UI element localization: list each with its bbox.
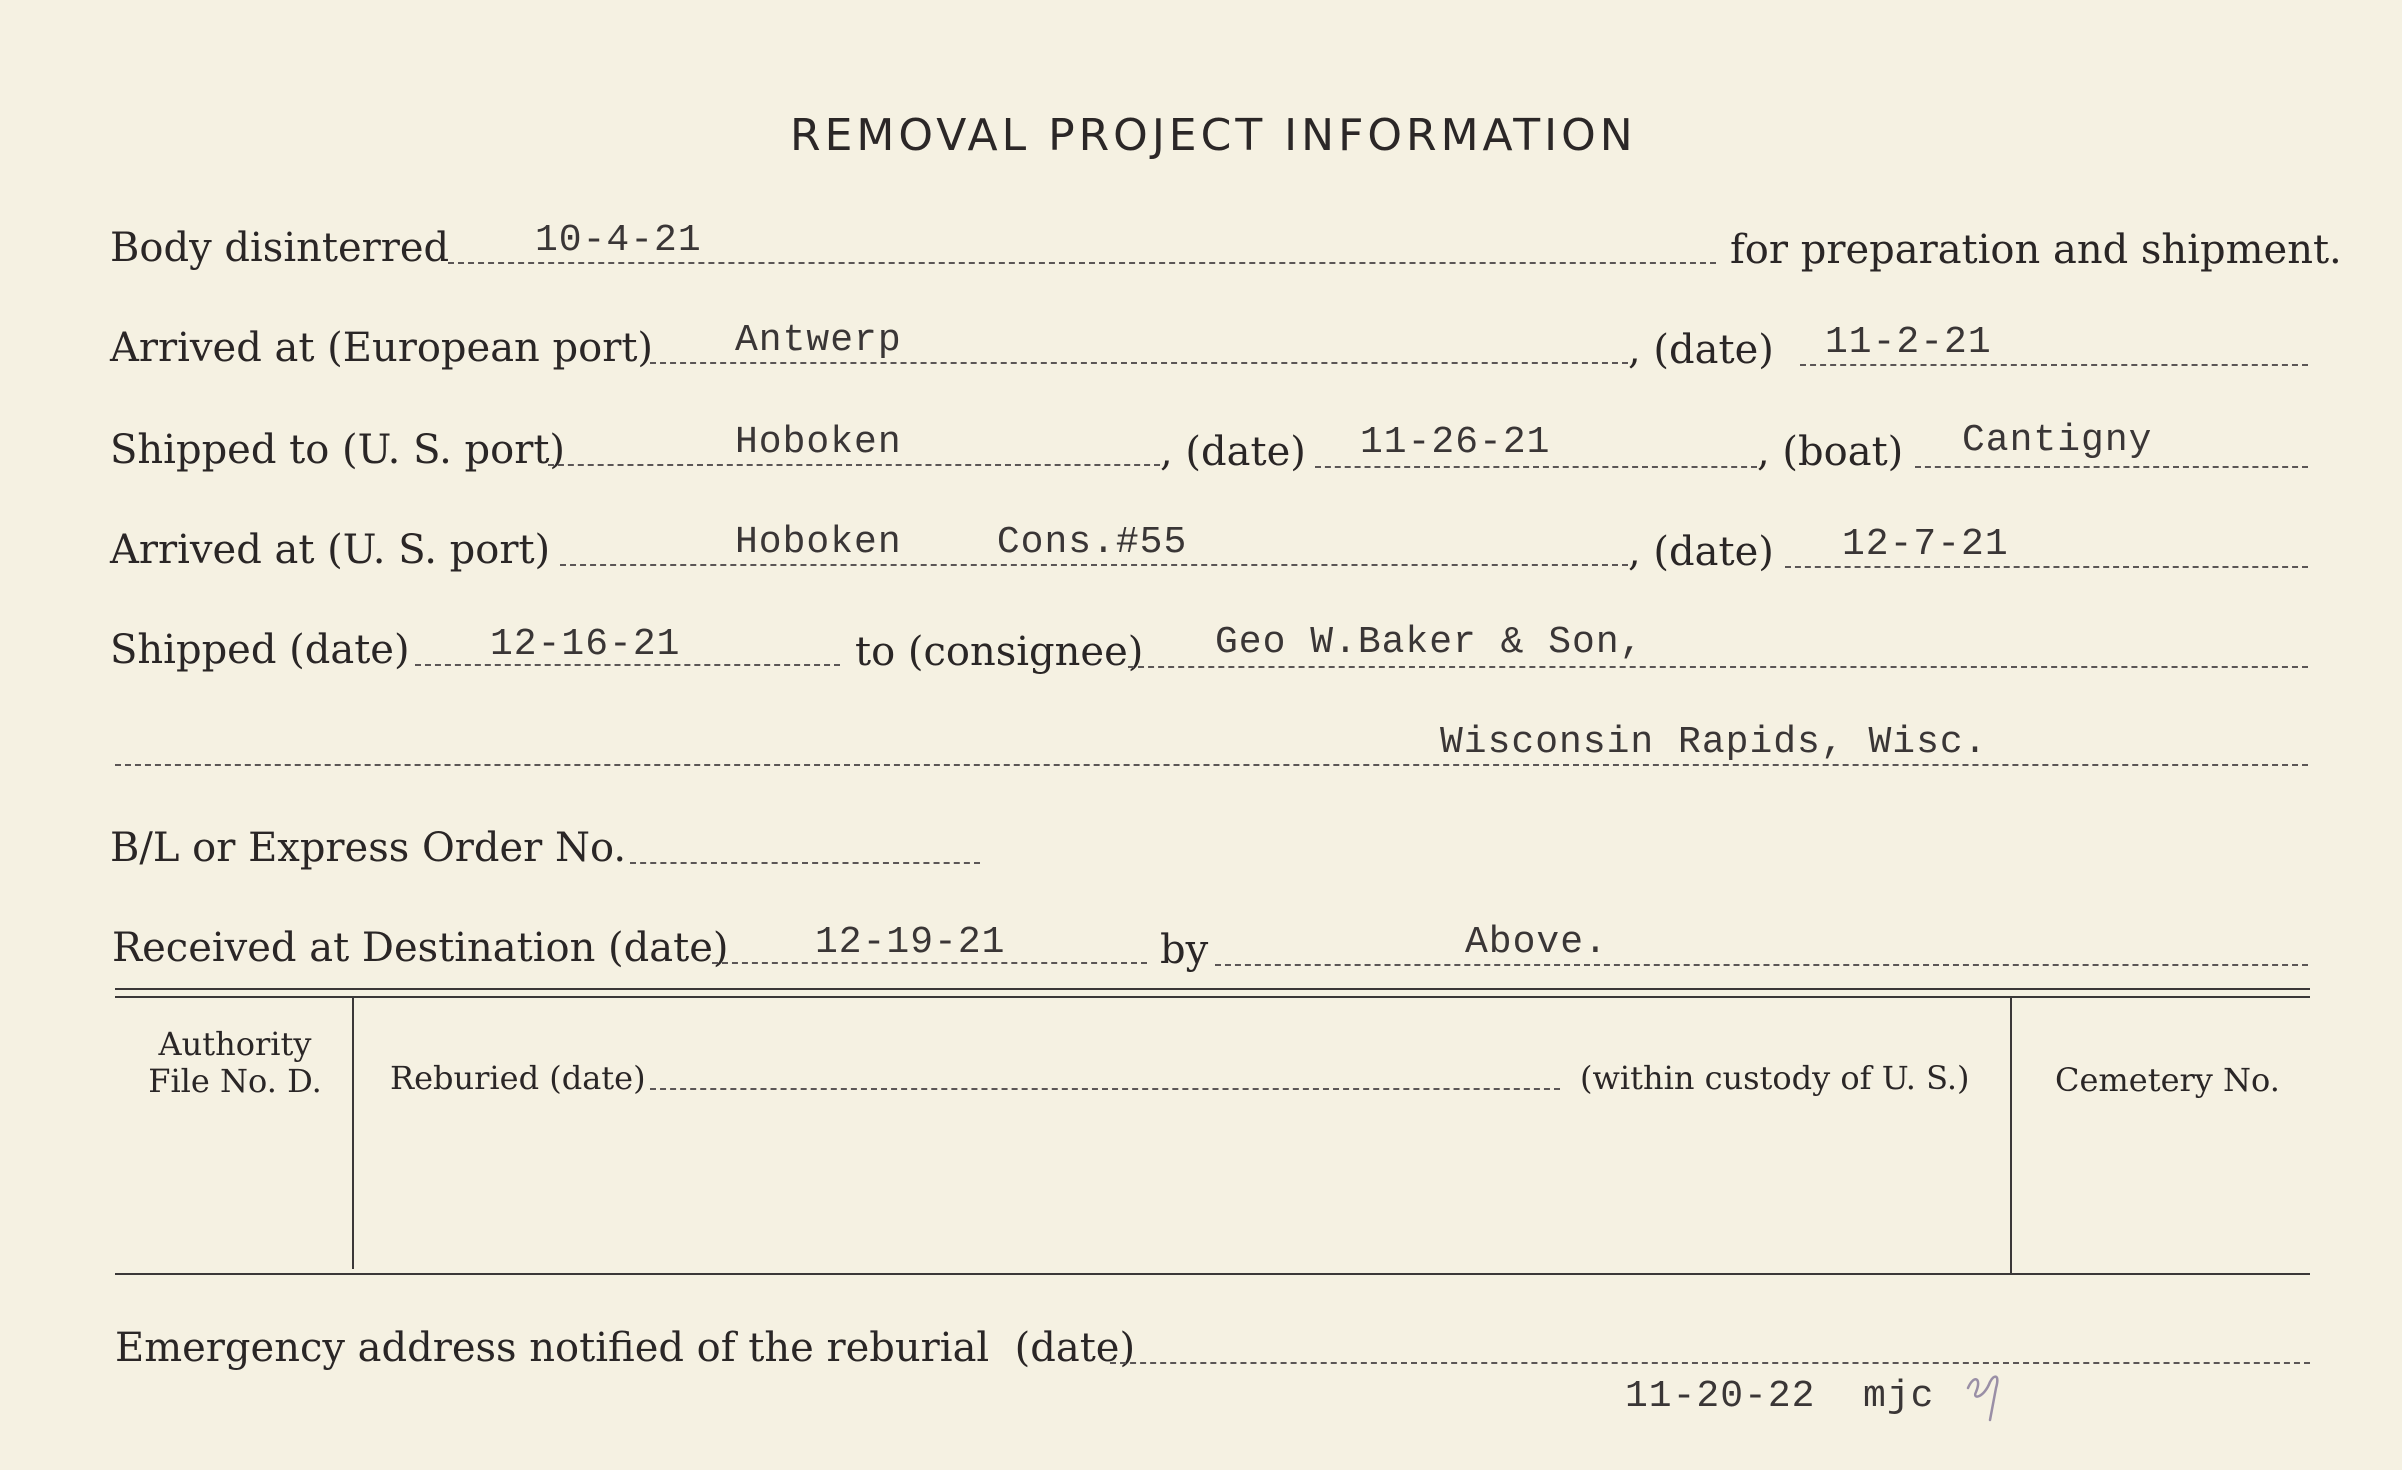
arrived-us-line bbox=[560, 564, 1628, 566]
body-disinterred-label: Body disinterred bbox=[110, 225, 450, 271]
bl-order-line bbox=[630, 862, 980, 864]
shipped-us-date-line bbox=[1315, 466, 1757, 468]
authority-file-label: Authority File No. D. bbox=[148, 1025, 322, 1100]
arrived-european-label: Arrived at (European port) bbox=[110, 325, 654, 371]
body-disinterred-line bbox=[448, 262, 1716, 264]
box-divider-right bbox=[2010, 997, 2012, 1273]
shipped-date-label: Shipped (date) bbox=[110, 627, 410, 673]
shipped-us-date-label: , (date) bbox=[1160, 429, 1306, 475]
reburied-line bbox=[650, 1088, 1560, 1090]
consignee-label: to (consignee) bbox=[855, 629, 1144, 675]
shipped-us-boat: Cantigny bbox=[1962, 419, 2153, 462]
consignee-value: Geo W.Baker & Son, bbox=[1215, 621, 1644, 664]
box-bottom-rule bbox=[115, 1273, 2310, 1275]
arrived-us-date-line bbox=[1785, 566, 2308, 568]
shipped-us-date: 11-26-21 bbox=[1360, 421, 1551, 464]
arrived-european-port: Antwerp bbox=[735, 319, 902, 362]
bl-order-label: B/L or Express Order No. bbox=[110, 825, 627, 871]
arrived-us-label: Arrived at (U. S. port) bbox=[110, 527, 551, 573]
arrived-european-line bbox=[650, 362, 1628, 364]
pencil-mark-icon bbox=[1960, 1368, 2020, 1428]
arrived-european-date: 11-2-21 bbox=[1825, 321, 1992, 364]
emergency-line bbox=[1110, 1362, 2310, 1364]
emergency-label: Emergency address notified of the reburial (date) bbox=[115, 1325, 1136, 1371]
shipped-us-boat-label: , (boat) bbox=[1757, 429, 1904, 475]
arrived-european-date-line bbox=[1800, 364, 2308, 366]
received-label: Received at Destination (date) bbox=[112, 925, 729, 971]
box-top-rule-1 bbox=[115, 988, 2310, 990]
received-by-label: by bbox=[1160, 927, 1209, 973]
arrived-us-date-label: , (date) bbox=[1628, 529, 1774, 575]
cemetery-no-label: Cemetery No. bbox=[2055, 1061, 2280, 1099]
shipped-us-label: Shipped to (U. S. port) bbox=[110, 427, 565, 473]
arrived-us-date: 12-7-21 bbox=[1842, 523, 2009, 566]
reburied-label: Reburied (date) bbox=[390, 1059, 646, 1097]
arrived-european-date-label: , (date) bbox=[1628, 327, 1774, 373]
shipped-date-value: 12-16-21 bbox=[490, 623, 681, 666]
preparation-shipment-text: for preparation and shipment. bbox=[1730, 227, 2342, 273]
consignee-address: Wisconsin Rapids, Wisc. bbox=[1440, 721, 1988, 764]
box-top-rule-2 bbox=[115, 996, 2310, 998]
shipped-us-port: Hoboken bbox=[735, 421, 902, 464]
card-title: REMOVAL PROJECT INFORMATION bbox=[790, 110, 1637, 161]
consignee-line bbox=[1128, 666, 2308, 668]
custody-label: (within custody of U. S.) bbox=[1580, 1059, 1970, 1097]
body-disinterred-value: 10-4-21 bbox=[535, 219, 702, 262]
received-date: 12-19-21 bbox=[815, 921, 1006, 964]
received-by-line bbox=[1215, 964, 2308, 966]
shipped-us-line bbox=[548, 464, 1160, 466]
consignee-line-2 bbox=[115, 764, 2308, 766]
received-by-value: Above. bbox=[1465, 921, 1608, 964]
shipped-us-boat-line bbox=[1915, 466, 2308, 468]
box-divider-left bbox=[352, 997, 354, 1269]
emergency-value: 11-20-22 mjc bbox=[1625, 1375, 1935, 1418]
arrived-us-port: Hoboken Cons.#55 bbox=[735, 521, 1188, 564]
